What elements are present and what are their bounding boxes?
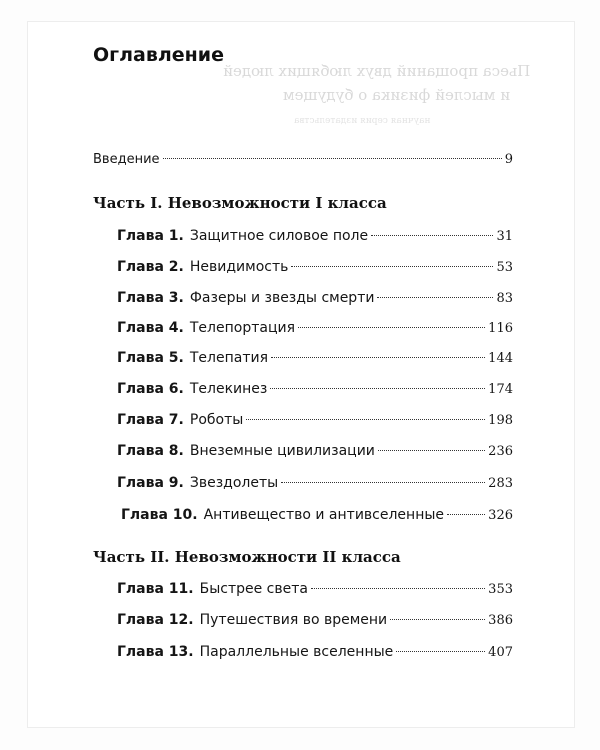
page-number: 326	[488, 508, 513, 523]
bleed-through-text: научная серия издательства	[293, 116, 430, 126]
page-number: 31	[496, 229, 513, 244]
toc-entry-chapter-2[interactable]	[117, 259, 513, 275]
page-number: 116	[488, 321, 513, 336]
chapter-number: Глава 1.	[117, 228, 184, 244]
chapter-title: Антивещество и антивселенные	[203, 507, 445, 523]
chapter-number: Глава 12.	[117, 612, 194, 628]
toc-entry-chapter-1[interactable]	[117, 228, 513, 244]
toc-entry-introduction[interactable]	[93, 152, 513, 167]
page-title: Оглавление	[93, 44, 224, 66]
toc-entry-chapter-9[interactable]	[117, 475, 513, 491]
chapter-number: Глава 10.	[121, 507, 198, 523]
page-number: 9	[504, 152, 513, 167]
bleed-through-text: и мыслей физика о будущем	[282, 86, 510, 104]
toc-entry-chapter-5[interactable]	[117, 350, 513, 366]
dot-leader	[390, 619, 485, 620]
toc-entry-chapter-10[interactable]	[121, 507, 513, 523]
page-number: 386	[488, 613, 513, 628]
introduction-label: Введение	[93, 152, 160, 167]
toc-entry-chapter-7[interactable]	[117, 412, 513, 428]
toc-entry-chapter-11[interactable]	[117, 581, 513, 597]
page-number: 236	[488, 444, 513, 459]
chapter-number: Глава 4.	[117, 320, 184, 336]
chapter-title: Путешествия во времени	[199, 612, 388, 628]
dot-leader	[271, 357, 485, 358]
chapter-number: Глава 5.	[117, 350, 184, 366]
chapter-title: Невидимость	[189, 259, 289, 275]
toc-entry-chapter-8[interactable]	[117, 443, 513, 459]
chapter-title: Защитное силовое поле	[189, 228, 369, 244]
chapter-title: Быстрее света	[199, 581, 308, 597]
dot-leader	[281, 482, 485, 483]
dot-leader	[447, 514, 485, 515]
chapter-number: Глава 8.	[117, 443, 184, 459]
dot-leader	[377, 297, 493, 298]
part-1-heading[interactable]: Часть I. Невозможности I класса	[93, 194, 387, 212]
chapter-title: Роботы	[189, 412, 244, 428]
chapter-title: Звездолеты	[189, 475, 279, 491]
chapter-title: Фазеры и звезды смерти	[189, 290, 375, 306]
dot-leader	[311, 588, 485, 589]
dot-leader	[298, 327, 485, 328]
chapter-number: Глава 9.	[117, 475, 184, 491]
dot-leader	[163, 158, 502, 159]
chapter-number: Глава 6.	[117, 381, 184, 397]
chapter-title: Параллельные вселенные	[199, 644, 394, 660]
page-number: 283	[488, 476, 513, 491]
dot-leader	[371, 235, 493, 236]
page-number: 353	[488, 582, 513, 597]
chapter-title: Телепортация	[189, 320, 295, 336]
dot-leader	[270, 388, 485, 389]
toc-entry-chapter-4[interactable]	[117, 320, 513, 336]
chapter-title: Внеземные цивилизации	[189, 443, 375, 459]
chapter-number: Глава 13.	[117, 644, 194, 660]
page-number: 407	[488, 645, 513, 660]
page-number: 53	[496, 260, 513, 275]
toc-entry-chapter-3[interactable]	[117, 290, 513, 306]
page-number: 83	[496, 291, 513, 306]
dot-leader	[378, 450, 485, 451]
dot-leader	[246, 419, 485, 420]
chapter-title: Телепатия	[189, 350, 269, 366]
dot-leader	[291, 266, 493, 267]
toc-entry-chapter-6[interactable]	[117, 381, 513, 397]
toc-entry-chapter-12[interactable]	[117, 612, 513, 628]
chapter-number: Глава 2.	[117, 259, 184, 275]
chapter-title: Телекинез	[189, 381, 268, 397]
chapter-number: Глава 11.	[117, 581, 194, 597]
chapter-number: Глава 3.	[117, 290, 184, 306]
page-number: 144	[488, 351, 513, 366]
dot-leader	[396, 651, 485, 652]
part-2-heading[interactable]: Часть II. Невозможности II класса	[93, 548, 401, 566]
page-number: 174	[488, 382, 513, 397]
chapter-number: Глава 7.	[117, 412, 184, 428]
page-number: 198	[488, 413, 513, 428]
bleed-through-text: Пьеса прощаний двух любящих людей	[222, 62, 530, 80]
toc-entry-chapter-13[interactable]	[117, 644, 513, 660]
